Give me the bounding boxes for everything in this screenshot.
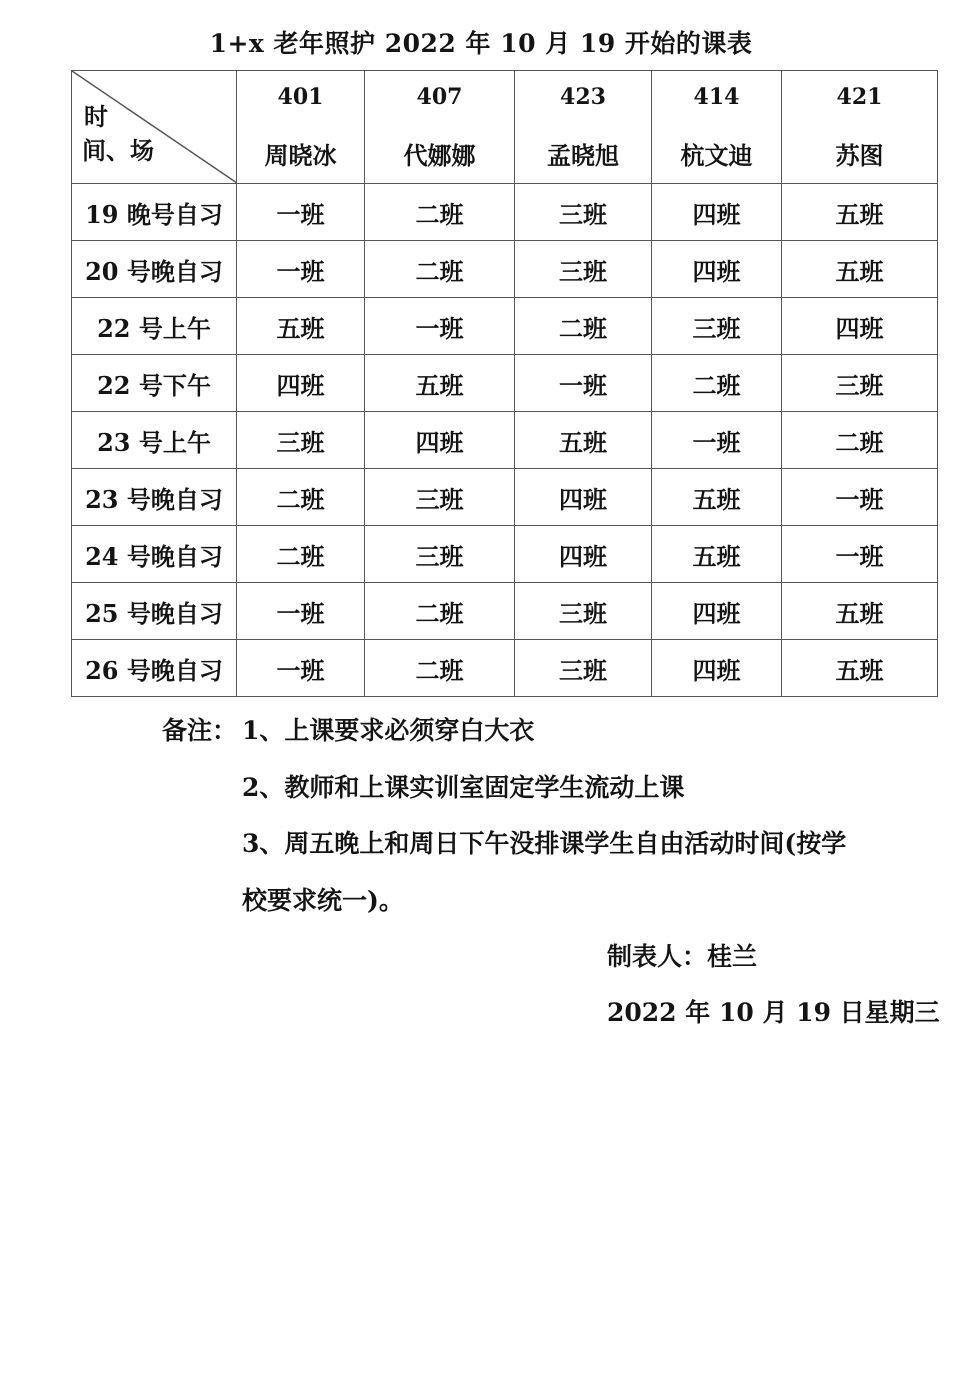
table-cell: 一班 (237, 640, 365, 697)
table-cell: 五班 (365, 355, 515, 412)
table-cell: 四班 (782, 298, 938, 355)
row-label: 22 号下午 (72, 355, 237, 412)
table-cell: 三班 (515, 241, 652, 298)
row-label: 26 号晚自习 (72, 640, 237, 697)
table-maker: 制表人：桂兰 (607, 942, 758, 971)
table-cell: 四班 (237, 355, 365, 412)
table-row (72, 298, 938, 355)
teacher-name: 杭文迪 (680, 140, 753, 170)
table-cell: 三班 (365, 469, 515, 526)
row-label: 20 号晚自习 (72, 241, 237, 298)
table-row (72, 583, 938, 640)
row-label: 24 号晚自习 (72, 526, 237, 583)
room-number: 421 (836, 83, 883, 110)
table-cell: 二班 (237, 526, 365, 583)
table-cell: 四班 (365, 412, 515, 469)
table-cell: 四班 (652, 583, 782, 640)
table-cell: 五班 (782, 640, 938, 697)
table-row (72, 412, 938, 469)
table-cell: 五班 (515, 412, 652, 469)
table-cell: 三班 (237, 412, 365, 469)
table-cell: 四班 (515, 469, 652, 526)
table-cell: 五班 (237, 298, 365, 355)
note-line-2: 2、教师和上课实训室固定学生流动上课 (242, 773, 685, 802)
table-cell: 三班 (515, 184, 652, 241)
teacher-name: 苏图 (835, 140, 884, 170)
note-line-4: 校要求统一)。 (242, 886, 404, 915)
corner-label-top: 时 (84, 102, 108, 131)
note-line-3: 3、周五晚上和周日下午没排课学生自由活动时间(按学 (242, 829, 847, 858)
table-cell: 四班 (652, 640, 782, 697)
table-cell: 一班 (515, 355, 652, 412)
table-row (72, 241, 938, 298)
column-header (515, 71, 652, 184)
table-cell: 二班 (365, 241, 515, 298)
table-cell: 二班 (365, 184, 515, 241)
table-cell: 一班 (237, 184, 365, 241)
table-cell: 二班 (652, 355, 782, 412)
table-cell: 一班 (652, 412, 782, 469)
room-number: 401 (277, 83, 324, 110)
row-label: 22 号上午 (72, 298, 237, 355)
note-line-1: 1、上课要求必须穿白大衣 (242, 716, 535, 745)
room-number: 423 (560, 83, 606, 110)
table-cell: 四班 (515, 526, 652, 583)
table-cell: 二班 (782, 412, 938, 469)
table-header-row (72, 71, 938, 184)
room-number: 414 (693, 83, 740, 110)
table-cell: 三班 (652, 298, 782, 355)
room-number: 407 (416, 83, 463, 110)
table-cell: 二班 (365, 640, 515, 697)
teacher-name: 代娜娜 (403, 140, 476, 170)
table-cell: 一班 (237, 583, 365, 640)
table-cell: 一班 (782, 526, 938, 583)
table-cell: 三班 (515, 583, 652, 640)
table-row (72, 184, 938, 241)
table-cell: 三班 (515, 640, 652, 697)
table-cell: 四班 (652, 184, 782, 241)
table-cell: 一班 (782, 469, 938, 526)
column-header (365, 71, 515, 184)
column-header (237, 71, 365, 184)
row-label: 23 号晚自习 (72, 469, 237, 526)
notes-prefix: 备注： (162, 716, 238, 745)
table-cell: 五班 (782, 241, 938, 298)
table-row (72, 469, 938, 526)
table-cell: 三班 (782, 355, 938, 412)
teacher-name: 周晓冰 (264, 140, 337, 170)
teacher-name: 孟晓旭 (547, 140, 619, 170)
table-cell: 五班 (652, 526, 782, 583)
table-row (72, 355, 938, 412)
table-cell: 二班 (365, 583, 515, 640)
table-cell: 三班 (365, 526, 515, 583)
schedule-table (71, 70, 938, 697)
table-cell: 二班 (237, 469, 365, 526)
row-label: 23 号上午 (72, 412, 237, 469)
table-cell: 二班 (515, 298, 652, 355)
row-label: 25 号晚自习 (72, 583, 237, 640)
column-header (652, 71, 782, 184)
table-row (72, 640, 938, 697)
page-title: 1+x 老年照护 2022 年 10 月 19 开始的课表 (209, 29, 753, 58)
table-cell: 一班 (237, 241, 365, 298)
row-label: 19 晚号自习 (72, 184, 237, 241)
corner-label-bottom: 间、场 (82, 136, 154, 165)
document-date: 2022 年 10 月 19 日星期三 (607, 998, 940, 1027)
table-cell: 一班 (365, 298, 515, 355)
column-header (782, 71, 938, 184)
table-cell: 五班 (782, 583, 938, 640)
corner-cell (72, 71, 237, 184)
table-cell: 四班 (652, 241, 782, 298)
table-row (72, 526, 938, 583)
table-cell: 五班 (782, 184, 938, 241)
table-cell: 五班 (652, 469, 782, 526)
